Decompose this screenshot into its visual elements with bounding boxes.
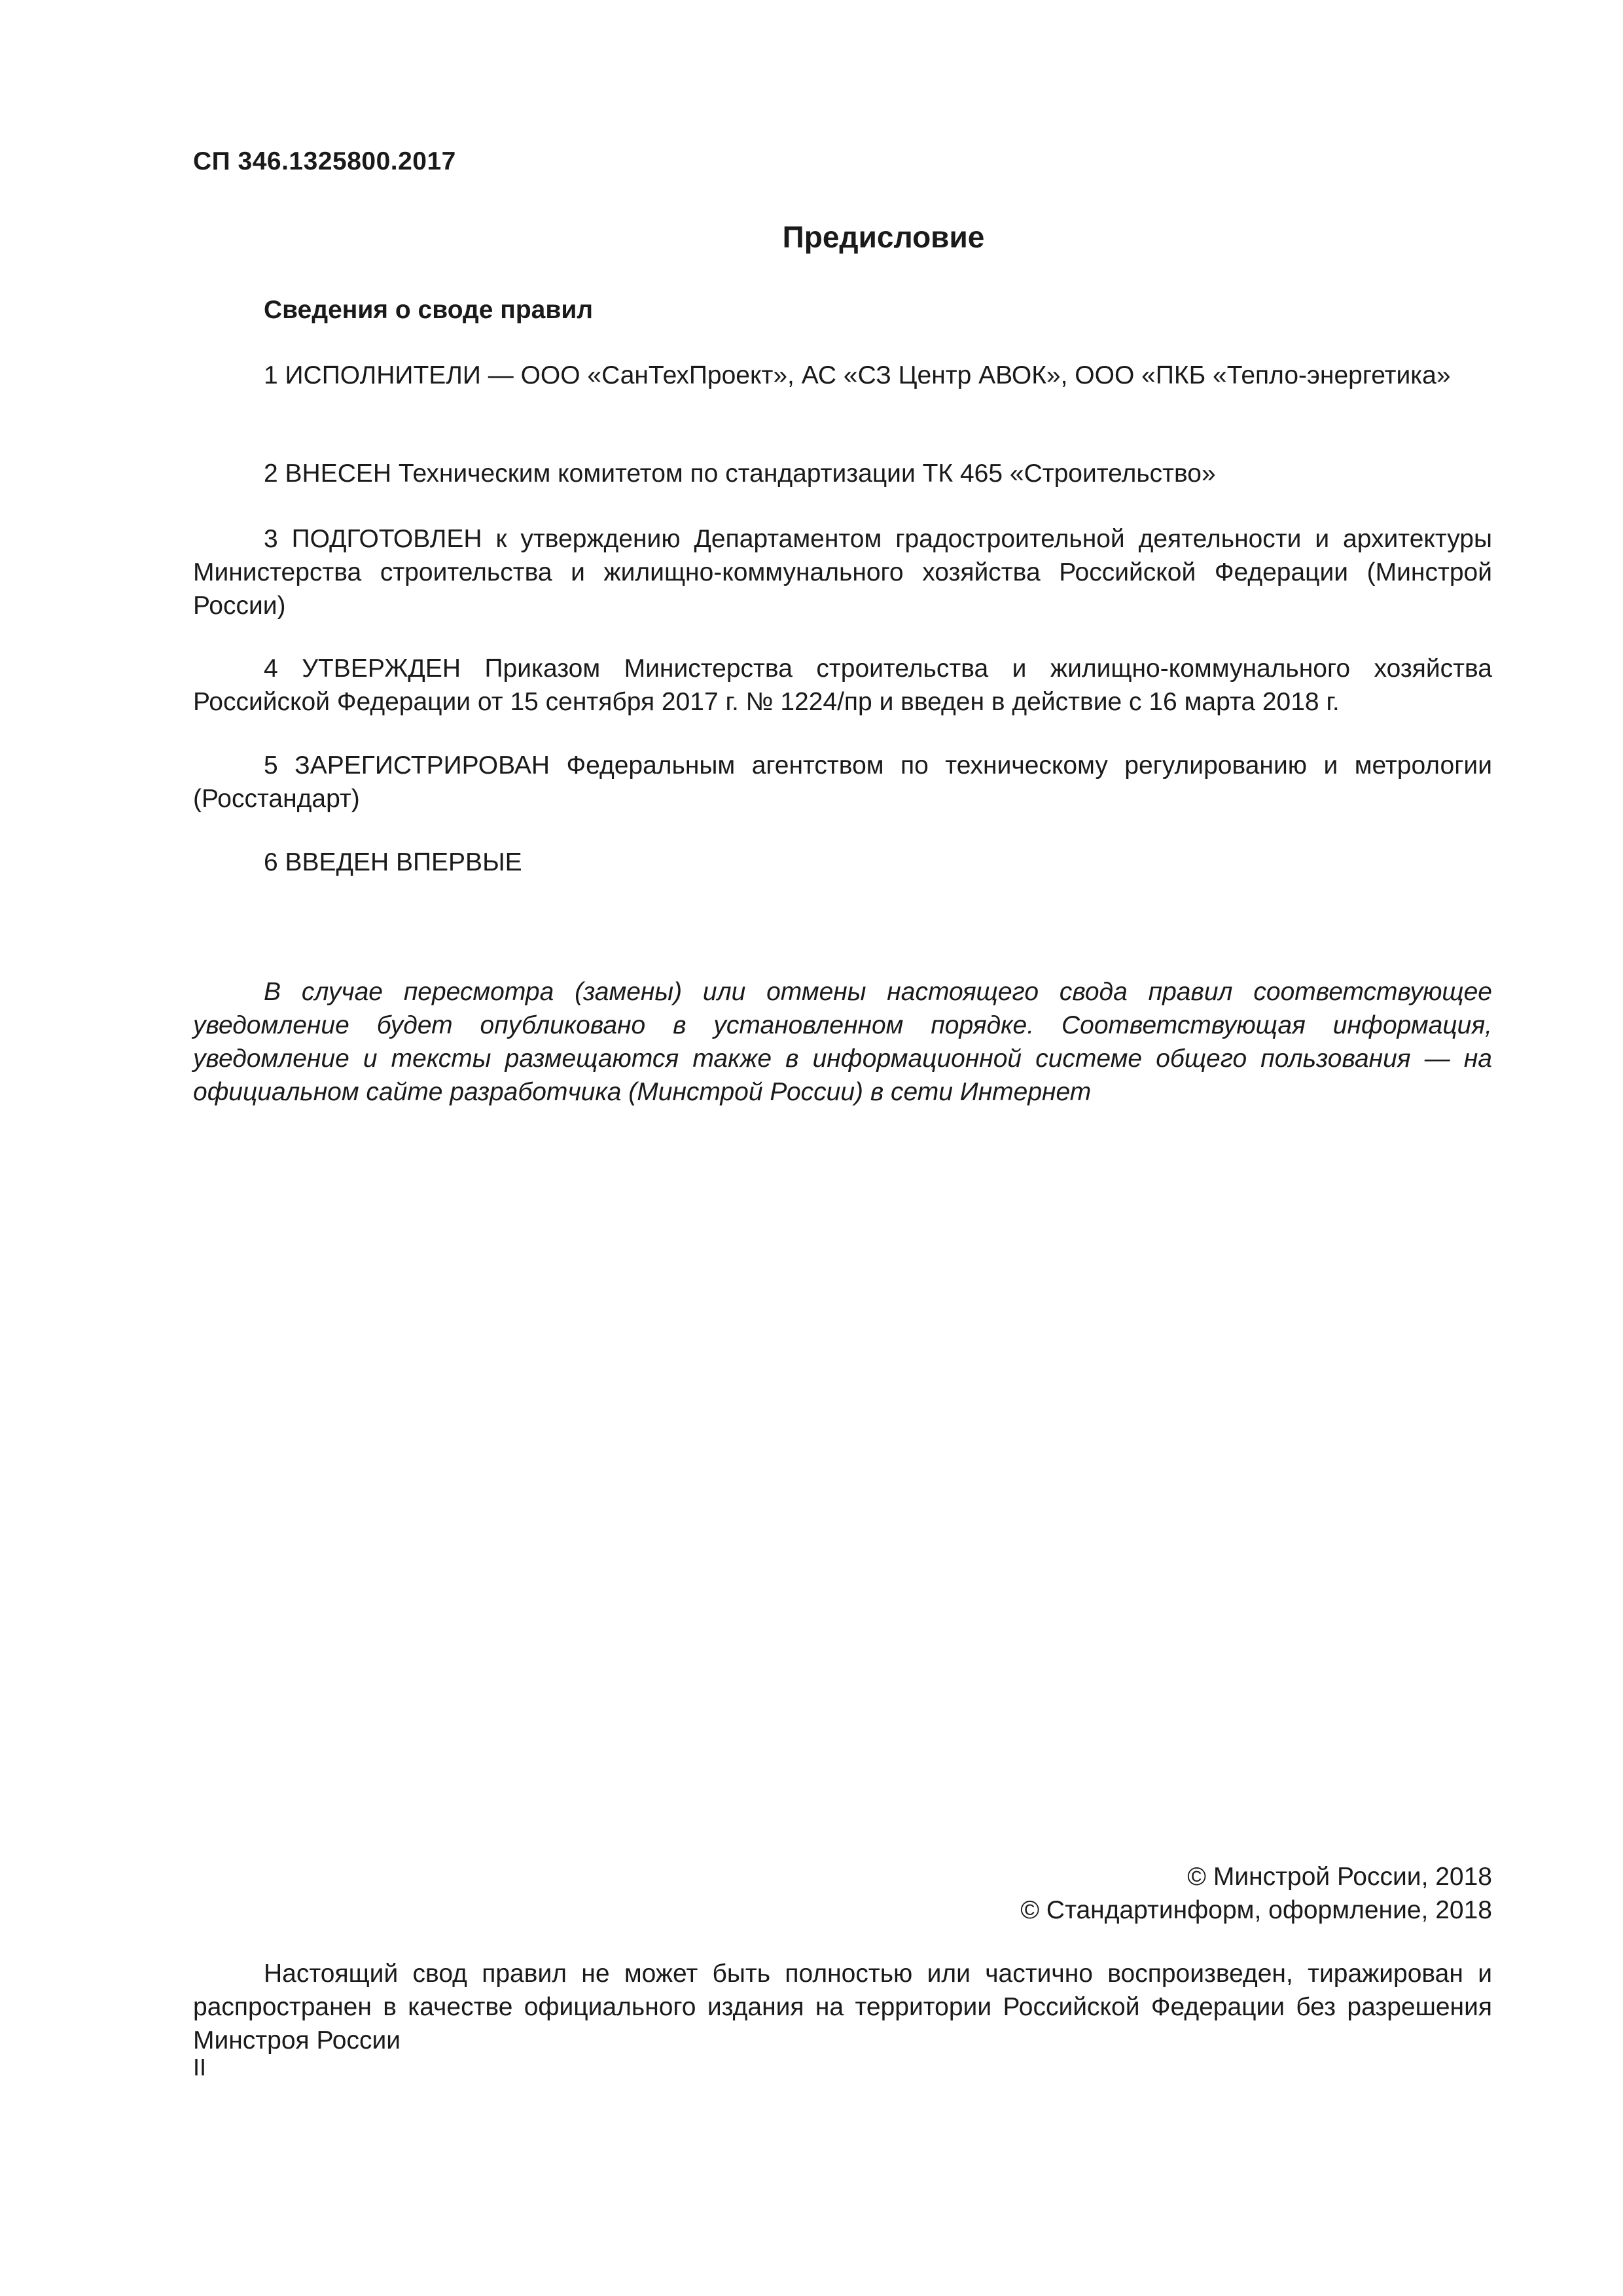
paragraph-6-introduced: 6 ВВЕДЕН ВПЕРВЫЕ bbox=[264, 848, 522, 876]
page-title: Предисловие bbox=[782, 220, 985, 254]
paragraph-3-prepared: 3 ПОДГОТОВЛЕН к утверждению Департаментом градостроительной деятельности и архитектуры Министерства строительства и жилищно-коммунального хозяйства Российской Федерации (Минстрой России) bbox=[193, 525, 1492, 620]
page-number: II bbox=[193, 2054, 207, 2081]
copyright-line-minstroy: © Минстрой России, 2018 bbox=[1187, 1863, 1492, 1891]
copyright-block bbox=[1020, 1860, 1492, 1927]
document-code: СП 346.1325800.2017 bbox=[193, 147, 456, 175]
paragraph-1-executors: 1 ИСПОЛНИТЕЛИ — ООО «СанТехПроект», АС «СЗ Центр АВОК», ООО «ПКБ «Тепло-энергетика» bbox=[264, 361, 1451, 389]
section-subtitle: Сведения о своде правил bbox=[264, 296, 594, 324]
paragraph-4-approved: 4 УТВЕРЖДЕН Приказом Министерства строительства и жилищно-коммунального хозяйства Российской Федерации от 15 сентября 2017 г. № 1224/пр и введен в действие с 16 марта 2018 г. bbox=[193, 655, 1492, 716]
paragraph-5-registered: 5 ЗАРЕГИСТРИРОВАН Федеральным агентством по техническому регулированию и метрологии (Росстандарт) bbox=[193, 751, 1492, 813]
reproduction-notice: Настоящий свод правил не может быть полностью или частично воспроизведен, тиражирован и распространен в качестве официального издания на территории Российской Федерации без разрешения Минстроя России bbox=[193, 1960, 1492, 2054]
revision-notice: В случае пересмотра (замены) или отмены настоящего свода правил соответствующее уведомление будет опубликовано в установленном порядке. Соответствующая информация, уведомление и тексты размещаются также в информационной системе общего пользования — на официальном сайте разработчика (Минстрой России) в сети Интернет bbox=[193, 978, 1492, 1106]
copyright-line-standartinform: © Стандартинформ, оформление, 2018 bbox=[1020, 1896, 1492, 1924]
paragraph-2-submitted: 2 ВНЕСЕН Техническим комитетом по стандартизации ТК 465 «Строительство» bbox=[264, 459, 1216, 488]
